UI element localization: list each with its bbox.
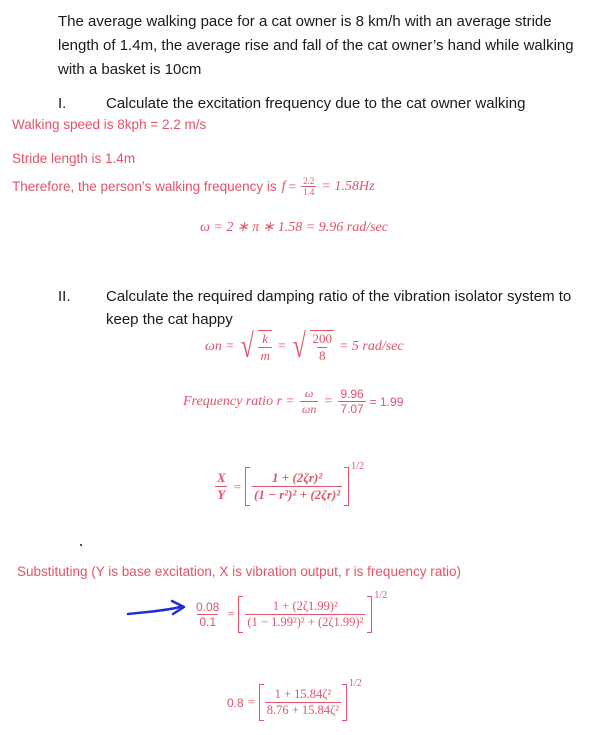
transmissibility-formula: $\frac{X}{Y}$ = $\frac{\text{1 + (2ζr)²}}{\text{(1 − r²)² + (2ζr)²}}$ 1/2 <box>213 467 364 506</box>
frequency-ratio-equation: Frequency ratio r = $\frac{\omega}{\omega n}$ = $\frac{9.96}{7.07}$ = 1.99 <box>183 386 404 416</box>
final-left-value: 0.8 <box>227 695 244 710</box>
intro-line-2: length of 1.4m, the average rise and fall of the cat owner’s hand while walking <box>58 37 574 54</box>
general-denominator: (1 − r²)² + (2ζr)² <box>254 487 341 502</box>
ratio-result: = 1.99 <box>369 394 404 409</box>
substituted-equation: $\frac{0.08}{0.1}$ = $\frac{\text{1 + (2ζ1.99)²}}{\text{(1 − 1.99²)² + (2ζ1.99)²}}$ 1/2 <box>192 596 387 633</box>
m-symbol: m <box>260 348 270 363</box>
question-1-text: Calculate the excitation frequency due to the cat owner walking <box>106 95 526 112</box>
omega-equation: ω = 2 ∗ π ∗ 1.58 = 9.96 rad/sec <box>200 220 388 235</box>
x-value: 0.08 <box>196 600 220 614</box>
substituted-denominator: (1 − 1.99²)² + (2ζ1.99)² <box>247 615 364 629</box>
natural-frequency-equation: ωn = √ $\frac{k}{m}$ = √ $\frac{200}{8}$ = 5 rad/sec <box>205 328 404 365</box>
mass-value: 8 <box>318 348 326 363</box>
x-symbol: X <box>217 470 226 485</box>
half-exponent: 1/2 <box>351 461 364 472</box>
transmissibility-bracket <box>245 467 349 506</box>
question-1-number: I. <box>58 95 67 112</box>
sqrt-200-over-8: √ $\frac{200}{8}$ <box>292 328 332 365</box>
y-value: 0.1 <box>199 615 217 629</box>
question-2-line-2: keep the cat happy <box>106 311 233 328</box>
k-symbol: k <box>262 331 269 346</box>
final-equation: 0.8 = $\frac{\text{1 + 15.84ζ²}}{\text{8.76 + 15.84ζ²}}$ 1/2 <box>227 684 362 721</box>
intro-line-1: The average walking pace for a cat owner is 8 km/h with an average stride <box>58 13 552 30</box>
final-numerator: 1 + 15.84ζ² <box>274 687 332 701</box>
question-2-number: II. <box>58 288 71 305</box>
frequency-numerator: 2.2 <box>303 176 315 186</box>
substituting-text: Substituting (Y is base excitation, X is vibration output, r is frequency ratio) <box>17 564 461 579</box>
stride-length-text: Stride length is 1.4m <box>12 151 136 166</box>
question-2-line-1: Calculate the required damping ratio of the vibration isolator system to <box>106 288 572 305</box>
walking-speed-text: Walking speed is 8kph = 2.2 m/s <box>12 117 207 132</box>
substituted-numerator: 1 + (2ζ1.99)² <box>272 599 338 613</box>
problem-statement <box>58 10 598 82</box>
ratio-denominator: 7.07 <box>340 402 364 416</box>
sqrt-k-over-m: √ $\frac{k}{m}$ <box>240 328 270 365</box>
arrow-icon <box>126 598 188 620</box>
omega-n-denominator: ωn <box>301 402 317 416</box>
natural-frequency-result: = 5 rad/sec <box>338 339 404 354</box>
final-bracket <box>259 684 347 721</box>
ratio-numerator: 9.96 <box>340 387 364 401</box>
substituted-half-exponent: 1/2 <box>374 590 388 601</box>
stiffness-value: 200 <box>312 331 332 346</box>
frequency-denominator: 1.4 <box>303 187 315 197</box>
frequency-ratio-label: Frequency ratio r <box>183 393 283 409</box>
f-symbol: f <box>281 178 286 194</box>
frequency-result: = 1.58Hz <box>321 178 375 194</box>
walking-frequency-line: Therefore, the person’s walking frequency is f = $\frac{2.2}{1.4}$ = 1.58Hz <box>12 176 375 197</box>
frequency-fraction <box>301 176 316 197</box>
stray-mark <box>80 544 82 546</box>
final-denominator: 8.76 + 15.84ζ² <box>266 703 339 717</box>
y-symbol: Y <box>217 487 226 502</box>
intro-line-3: with a basket is 10cm <box>58 61 202 78</box>
omega-numerator: ω <box>304 386 314 400</box>
substituted-bracket <box>238 596 372 633</box>
general-numerator: 1 + (2ζr)² <box>271 470 323 485</box>
final-half-exponent: 1/2 <box>348 678 362 689</box>
wn-symbol: ωn <box>205 339 222 354</box>
walking-frequency-prefix: Therefore, the person’s walking frequency is <box>12 179 277 194</box>
